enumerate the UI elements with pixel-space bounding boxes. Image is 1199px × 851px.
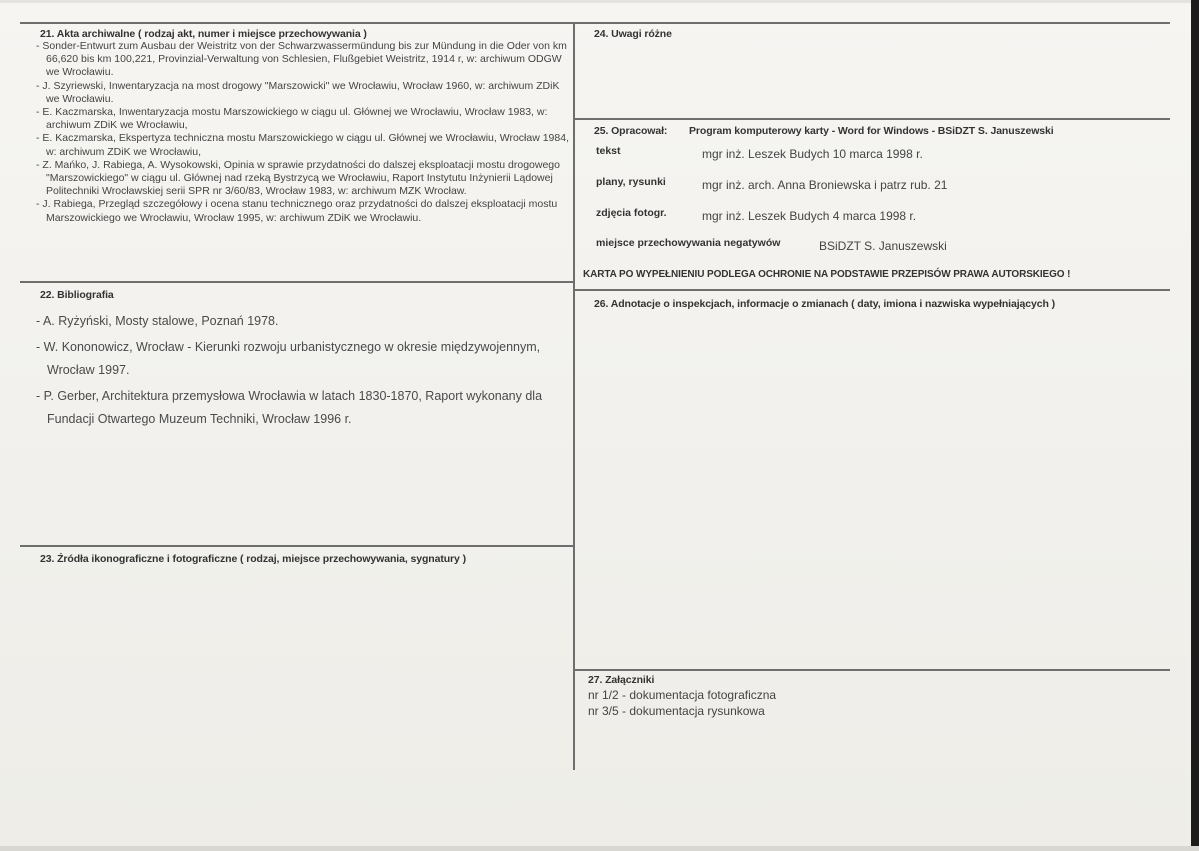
section27-heading: 27. Załączniki <box>588 674 655 686</box>
attachment-item: nr 3/5 - dokumentacja rysunkowa <box>588 704 765 718</box>
divider-21-22 <box>20 281 573 283</box>
list-item: - Sonder-Entwurt zum Ausbau der Weistritz von der Schwarzwassermündung bis zur Mündung in die Oder von km 66,620 bis km 100,221, Provinzial-Verwaltung von Schlesien, Flußgebiet Weistritz, 1914 r, w: archiwum ODGW we Wrocławiu. <box>36 40 571 80</box>
archive-records-list <box>36 40 571 225</box>
list-item: - E. Kaczmarska, Inwentaryzacja mostu Marszowickiego w ciągu ul. Głównej we Wrocławiu, Wrocław 1983, w: archiwum ZDiK we Wrocławiu, <box>36 106 571 132</box>
row-value: BSiDZT S. Januszewski <box>819 239 947 253</box>
row-label: plany, rysunki <box>596 176 666 188</box>
list-item: - E. Kaczmarska, Ekspertyza techniczna mostu Marszowickiego w ciągu ul. Głównej we Wrocławiu, Wrocław 1984, w: archiwum ZDiK we Wrocławiu, <box>36 132 571 158</box>
bibliography-list <box>36 310 556 434</box>
list-item: - P. Gerber, Architektura przemysłowa Wrocławia w latach 1830-1870, Raport wykonany dla Fundacji Otwartego Muzeum Techniki, Wrocław 1996 r. <box>36 385 556 432</box>
section25-heading-value: Program komputerowy karty - Word for Windows - BSiDZT S. Januszewski <box>689 125 1054 137</box>
list-item: - W. Kononowicz, Wrocław - Kierunki rozwoju urbanistycznego w okresie międzywojennym, Wrocław 1997. <box>36 336 556 383</box>
row-value: mgr inż. Leszek Budych 4 marca 1998 r. <box>702 209 917 223</box>
row-value: mgr inż. Leszek Budych 10 marca 1998 r. <box>702 147 923 161</box>
row-label: miejsce przechowywania negatywów <box>596 237 781 249</box>
list-item: - Z. Mańko, J. Rabiega, A. Wysokowski, Opinia w sprawie przydatności do dalszej eksploatacji mostu drogowego "Marszowickiego" w ciągu ul. Głównej nad rzeką Bystrzycą we Wrocławiu, Raport Instytutu Inżynierii Lądowej Politechniki Wrocławskiej serii SPR nr 3/60/83, Wrocław 1983, w: archiwum MZK Wrocław. <box>36 159 571 199</box>
row-label: tekst <box>596 145 621 157</box>
copyright-notice: KARTA PO WYPEŁNIENIU PODLEGA OCHRONIE NA PODSTAWIE PRZEPISÓW PRAWA AUTORSKIEGO ! <box>583 269 1071 280</box>
list-item: - A. Ryżyński, Mosty stalowe, Poznań 1978. <box>36 310 556 334</box>
section26-heading: 26. Adnotacje o inspekcjach, informacje o zmianach ( daty, imiona i nazwiska wypełniających ) <box>594 298 1056 310</box>
divider-24-25 <box>574 118 1170 120</box>
row-value: mgr inż. arch. Anna Broniewska i patrz rub. 21 <box>702 178 948 192</box>
divider-25-26 <box>574 289 1170 291</box>
row-label: zdjęcia fotogr. <box>596 207 667 219</box>
section23-heading: 23. Źródła ikonograficzne i fotograficzne ( rodzaj, miejsce przechowywania, sygnatury ) <box>40 553 466 565</box>
scan-top-edge <box>0 0 1199 3</box>
attachment-item: nr 1/2 - dokumentacja fotograficzna <box>588 688 777 702</box>
section22-heading: 22. Bibliografia <box>40 289 114 301</box>
top-border-line <box>20 22 1170 24</box>
scan-right-edge <box>1191 0 1199 851</box>
scan-bottom-edge <box>0 846 1199 851</box>
divider-26-27 <box>574 669 1170 671</box>
section24-heading: 24. Uwagi różne <box>594 28 672 40</box>
section21-heading: 21. Akta archiwalne ( rodzaj akt, numer i miejsce przechowywania ) <box>40 28 367 40</box>
section25-heading-label: 25. Opracował: <box>594 125 668 137</box>
list-item: - J. Szyriewski, Inwentaryzacja na most drogowy "Marszowicki" we Wrocławiu, Wrocław 1960, w: archiwum ZDiK we Wrocławiu. <box>36 80 571 106</box>
list-item: - J. Rabiega, Przegląd szczegółowy i ocena stanu technicznego oraz przydatności do dalszej eksploatacji mostu Marszowickiego we Wrocławiu, Wrocław 1995, w: archiwum ZDiK we Wrocławiu. <box>36 198 571 224</box>
divider-22-23 <box>20 545 573 547</box>
column-divider <box>573 22 575 770</box>
